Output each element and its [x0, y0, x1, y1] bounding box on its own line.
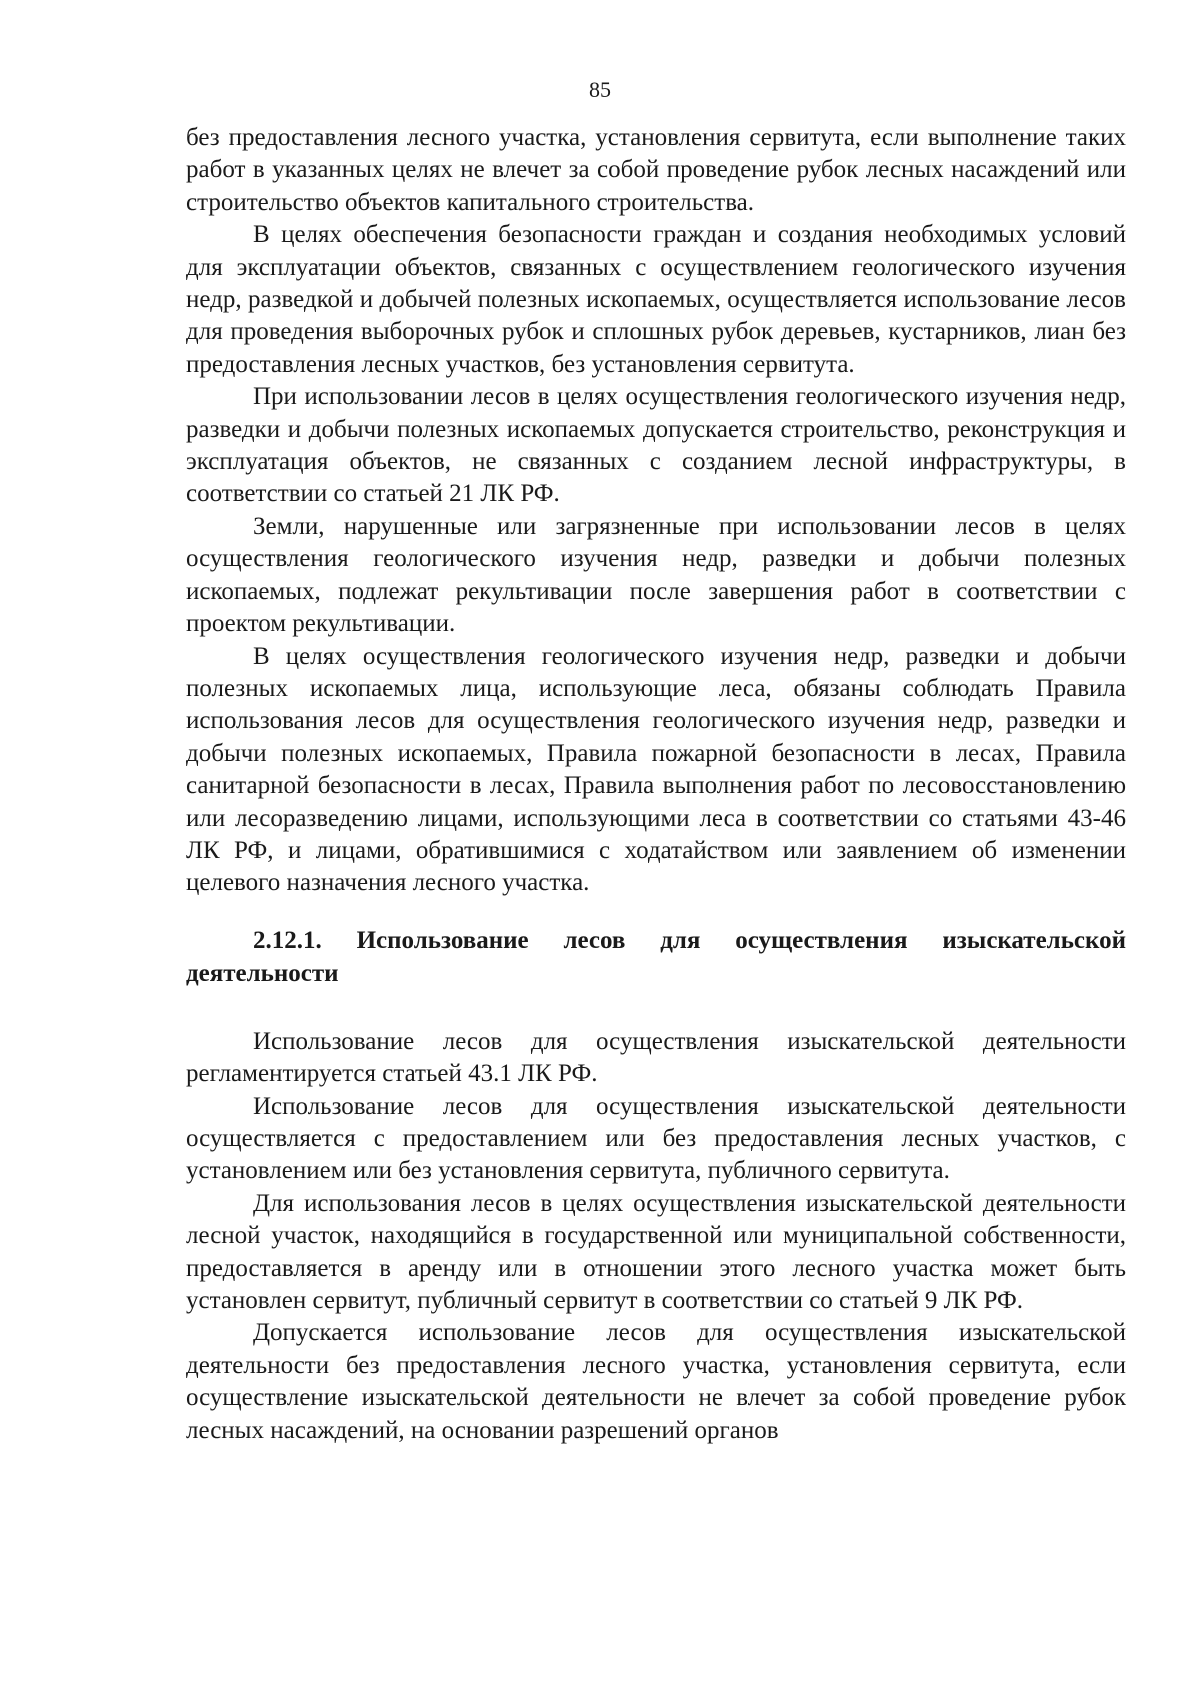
section-heading: 2.12.1. Использование лесов для осуществления изыскательской деятельности [186, 926, 1126, 987]
page-content [186, 122, 1126, 1447]
paragraph: Допускается использование лесов для осуществления изыскательской деятельности без предоставления лесного участка, установления сервитута, если осуществление изыскательской деятельности не влечет за собой проведение рубок лесных насаждений, на основании разрешений органов [186, 1319, 1126, 1444]
paragraph: Использование лесов для осуществления изыскательской деятельности регламентируется статьей 43.1 ЛК РФ. [186, 1027, 1126, 1088]
paragraph: без предоставления лесного участка, установления сервитута, если выполнение таких работ в указанных целях не влечет за собой проведение рубок лесных насаждений или строительство объектов капитального строительства. [186, 124, 1126, 216]
paragraph: Земли, нарушенные или загрязненные при использовании лесов в целях осуществления геологического изучения недр, разведки и добычи полезных ископаемых, подлежат рекультивации после завершения работ в соответствии с проектом рекультивации. [186, 512, 1126, 638]
page-number: 85 [589, 77, 611, 102]
paragraph: Для использования лесов в целях осуществления изыскательской деятельности лесной участок, находящийся в государственной или муниципальной собственности, предоставляется в аренду или в отношении этого лесного участка может быть установлен сервитут, публичный сервитут в соответствии со статьей 9 ЛК РФ. [186, 1189, 1126, 1314]
paragraph: При использовании лесов в целях осуществления геологического изучения недр, разведки и добычи полезных ископаемых допускается строительство, реконструкция и эксплуатация объектов, не связанных с созданием лесной инфраструктуры, в соответствии со статьей 21 ЛК РФ. [186, 383, 1126, 508]
paragraph: В целях осуществления геологического изучения недр, разведки и добычи полезных ископаемых лица, использующие леса, обязаны соблюдать Правила использования лесов для осуществления геологического изучения недр, разведки и добычи полезных ископаемых, Правила пожарной безопасности в лесах, Правила санитарной безопасности в лесах, Правила выполнения работ по лесовосстановлению или лесоразведению лицами, использующими леса в соответствии со статьями 43-46 ЛК РФ, и лицами, обратившимися с ходатайством или заявлением об изменении целевого назначения лесного участка. [186, 642, 1126, 897]
paragraph: В целях обеспечения безопасности граждан и создания необходимых условий для эксплуатации объектов, связанных с осуществлением геологического изучения недр, разведкой и добычей полезных ископаемых, осуществляется использование лесов для проведения выборочных рубок и сплошных рубок деревьев, кустарников, лиан без предоставления лесных участков, без установления сервитута. [186, 221, 1126, 378]
paragraph: Использование лесов для осуществления изыскательской деятельности осуществляется с предоставлением или без предоставления лесных участков, с установлением или без установления сервитута, публичного сервитута. [186, 1092, 1126, 1185]
